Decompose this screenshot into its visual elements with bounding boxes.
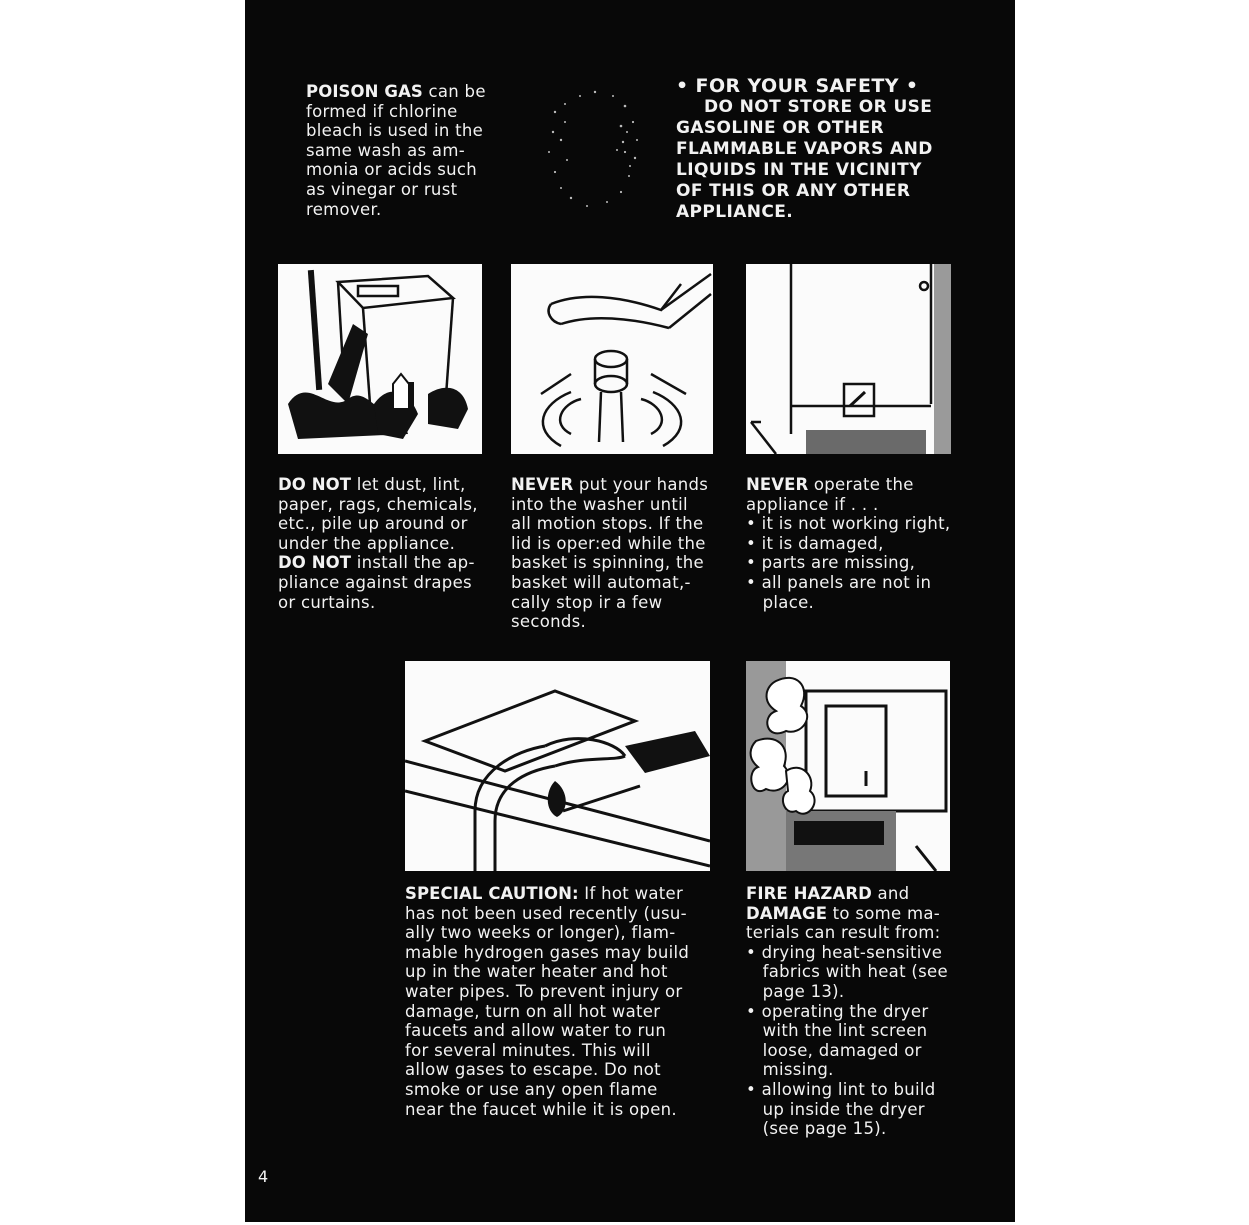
fire-line: [746, 923, 948, 943]
faucet-illustration: [405, 661, 710, 871]
poison-text: bleach is used in the: [306, 121, 484, 141]
safety-line: APPLIANCE.: [676, 202, 794, 222]
safety-line: GASOLINE OR OTHER: [676, 118, 884, 138]
lint-text: under the appliance.: [278, 533, 456, 553]
fire-text: • operating the dryer: [746, 1001, 929, 1021]
safety-heading: • FOR YOUR SAFETY •: [676, 75, 919, 97]
fire-line: [746, 962, 948, 982]
lint-lead: DO NOT: [278, 475, 352, 494]
operate-text: • it is damaged,: [746, 533, 884, 553]
hands-line: [511, 534, 708, 554]
special-text: up in the water heater and hot: [405, 962, 668, 982]
special-text: damage, turn on all hot water: [405, 1001, 661, 1021]
fire-line: [746, 1080, 948, 1100]
operate-text: appliance if . . .: [746, 494, 879, 514]
operate-line: [746, 553, 950, 573]
poison-text: formed if chlorine: [306, 101, 458, 121]
poison-line: [306, 200, 486, 220]
poison-gas-warning: [306, 82, 486, 219]
poison-text: can be: [422, 82, 486, 101]
hands-line: [511, 573, 708, 593]
fire-line: [746, 1119, 948, 1139]
special-lead: SPECIAL CAUTION:: [405, 884, 579, 903]
lint-line: [278, 514, 478, 534]
lint-line: [278, 573, 478, 593]
lint-line: [278, 593, 478, 613]
operate-text: • parts are missing,: [746, 553, 916, 573]
lint-text: let dust, lint,: [351, 475, 466, 494]
hands-line: [511, 593, 708, 613]
operate-lead: NEVER: [746, 475, 809, 494]
fire-text: with the lint screen: [746, 1021, 928, 1041]
hands-text: put your hands: [573, 475, 709, 494]
fire-line: [746, 943, 948, 963]
safety-line: DO NOT STORE OR USE: [704, 97, 933, 117]
operate-text: • all panels are not in: [746, 572, 932, 592]
poison-line: [306, 121, 486, 141]
hands-text: lid is oper:ed while the: [511, 533, 706, 553]
special-line: [405, 1060, 689, 1080]
safety-line: OF THIS OR ANY OTHER: [676, 181, 911, 201]
lint-line: [278, 475, 478, 495]
special-line: [405, 1080, 689, 1100]
operate-line: [746, 573, 950, 593]
fire-text: to some ma-: [827, 903, 941, 923]
special-line: [405, 1041, 689, 1061]
hands-line: [511, 612, 708, 632]
operate-text: • it is not working right,: [746, 514, 951, 534]
hand-washer-illustration: [511, 264, 713, 454]
fire-text: • drying heat-sensitive: [746, 942, 943, 962]
page-number: 4: [258, 1167, 269, 1186]
hands-lead: NEVER: [511, 475, 574, 494]
appliance-panel-illustration: [746, 264, 951, 454]
hands-line: [511, 553, 708, 573]
fire-text: fabrics with heat (see: [746, 962, 948, 982]
special-text: smoke or use any open flame: [405, 1079, 658, 1099]
fire-lead: DAMAGE: [746, 903, 828, 923]
operate-line: [746, 495, 950, 515]
hands-text: seconds.: [511, 612, 587, 632]
special-text: allow gases to escape. Do not: [405, 1060, 661, 1080]
fire-line: [746, 1060, 948, 1080]
operate-text: place.: [746, 592, 815, 612]
fire-line: [746, 982, 948, 1002]
special-text: mable hydrogen gases may build: [405, 942, 690, 962]
special-text: for several minutes. This will: [405, 1040, 651, 1060]
special-text: faucets and allow water to run: [405, 1021, 667, 1041]
poison-line: [306, 102, 486, 122]
operate-warning: [746, 475, 950, 612]
special-line: [405, 1002, 689, 1022]
washer-debris-illustration: [278, 264, 482, 454]
hands-text: basket will automat,-: [511, 572, 691, 592]
fire-text: and: [871, 884, 910, 903]
special-line: [405, 1021, 689, 1041]
safety-line: FLAMMABLE VAPORS AND: [676, 139, 933, 159]
special-caution-warning: [405, 884, 689, 1119]
gas-vapor-illustration: [525, 82, 665, 222]
fire-text: loose, damaged or: [746, 1040, 922, 1060]
dust-lint-warning: [278, 475, 478, 612]
fire-text: page 13).: [746, 981, 845, 1001]
safety-line: LIQUIDS IN THE VICINITY: [676, 160, 922, 180]
special-line: [405, 884, 689, 904]
hands-line: [511, 475, 708, 495]
special-line: [405, 1100, 689, 1120]
fire-line: [746, 884, 948, 904]
hands-line: [511, 495, 708, 515]
poison-line: [306, 82, 486, 102]
special-line: [405, 962, 689, 982]
lint-lead: DO NOT: [278, 553, 352, 573]
hands-line: [511, 514, 708, 534]
lint-line: [278, 495, 478, 515]
special-line: [405, 982, 689, 1002]
poison-line: [306, 180, 486, 200]
special-text: water pipes. To prevent injury or: [405, 981, 683, 1001]
lint-text: or curtains.: [278, 592, 376, 612]
special-line: [405, 923, 689, 943]
hands-text: into the washer until: [511, 494, 688, 514]
hands-warning: [511, 475, 708, 632]
fire-text: missing.: [746, 1060, 834, 1080]
fire-line: [746, 1041, 948, 1061]
special-text: near the faucet while it is open.: [405, 1099, 677, 1119]
lint-line: [278, 534, 478, 554]
operate-line: [746, 593, 950, 613]
hands-text: cally stop ir a few: [511, 592, 663, 612]
special-line: [405, 904, 689, 924]
special-text: ally two weeks or longer), flam-: [405, 923, 676, 943]
hands-text: basket is spinning, the: [511, 553, 704, 573]
special-text: If hot water: [578, 884, 684, 903]
hands-text: all motion stops. If the: [511, 514, 704, 534]
lint-text: pliance against drapes: [278, 572, 472, 592]
poison-lead: POISON GAS: [306, 82, 423, 101]
fire-text: (see page 15).: [746, 1119, 887, 1139]
fire-line: [746, 1100, 948, 1120]
special-line: [405, 943, 689, 963]
operate-line: [746, 534, 950, 554]
safety-warning: [676, 76, 933, 223]
operate-text: operate the: [808, 475, 914, 494]
fire-line: [746, 1002, 948, 1022]
fire-hazard-warning: [746, 884, 948, 1139]
dryer-illustration: [746, 661, 950, 871]
fire-text: • allowing lint to build: [746, 1079, 936, 1099]
operate-line: [746, 514, 950, 534]
poison-text: monia or acids such: [306, 160, 478, 180]
poison-text: remover.: [306, 199, 382, 219]
fire-text: terials can result from:: [746, 923, 941, 943]
poison-text: as vinegar or rust: [306, 179, 458, 199]
operate-line: [746, 475, 950, 495]
special-text: has not been used recently (usu-: [405, 903, 687, 923]
fire-line: [746, 1021, 948, 1041]
lint-text: etc., pile up around or: [278, 514, 468, 534]
lint-line: [278, 553, 478, 573]
poison-text: same wash as am-: [306, 140, 465, 160]
lint-text: paper, rags, chemicals,: [278, 494, 478, 514]
fire-line: [746, 904, 948, 924]
fire-text: up inside the dryer: [746, 1099, 925, 1119]
poison-line: [306, 160, 486, 180]
lint-text: install the ap-: [351, 553, 475, 573]
fire-lead: FIRE HAZARD: [746, 884, 872, 903]
poison-line: [306, 141, 486, 161]
